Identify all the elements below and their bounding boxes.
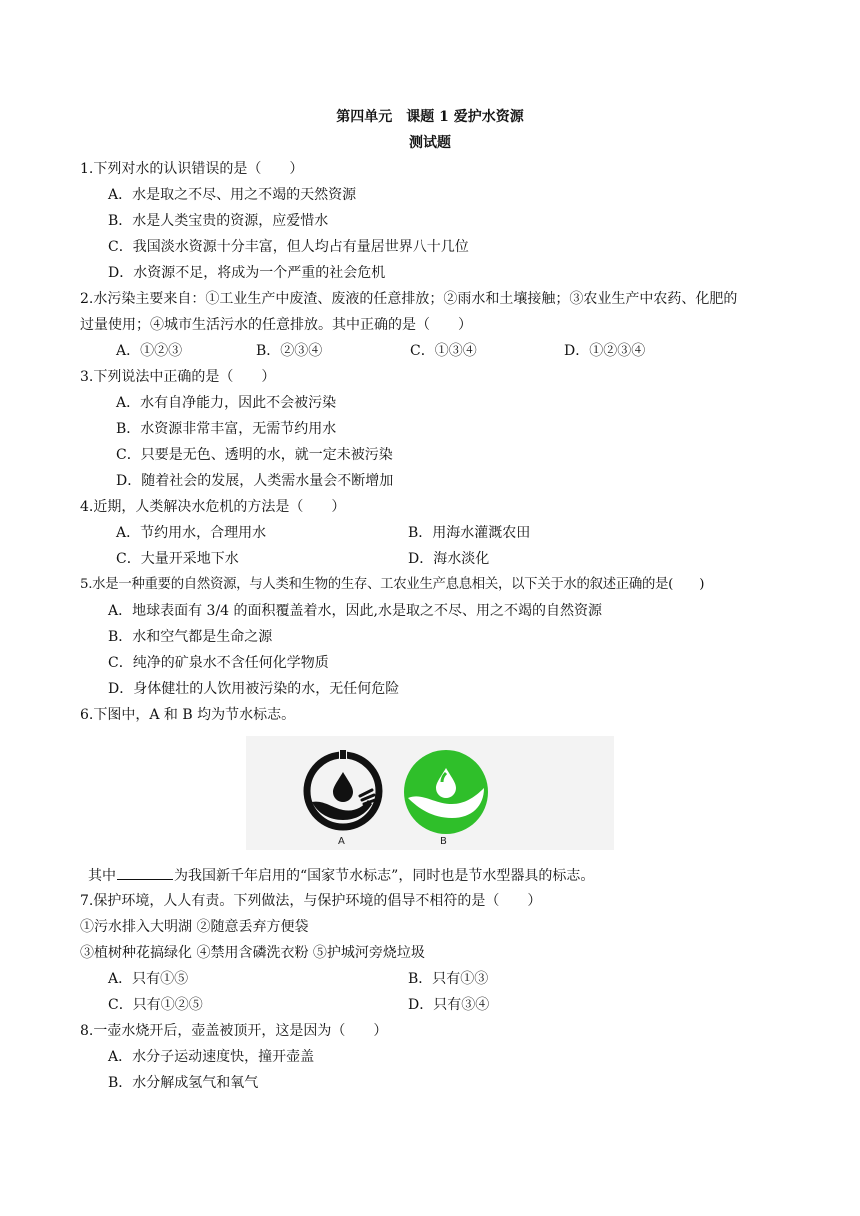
question-8-option-a: A．水分子运动速度快，撞开壶盖 [108,1049,315,1065]
question-2-option-b: B．②③④ [256,343,323,359]
question-2-stem-line-2: 过量使用；④城市生活污水的任意排放。其中正确的是（ ） [80,317,472,333]
page-subtitle: 测试题 [409,135,451,151]
question-7-option-d: D．只有③④ [408,997,490,1013]
water-saving-logo-a-icon [302,750,384,832]
question-7-option-c: C．只有①②⑤ [108,997,203,1013]
question-5-stem: 5.水是一种重要的自然资源，与人类和生物的生存、工农业生产息息相关，以下关于水的叙述正确的是( ) [80,577,705,592]
question-7-items-line-2: ③植树种花搞绿化 ④禁用含磷洗衣粉 ⑤护城河旁烧垃圾 [80,945,425,961]
question-5-option-d: D．身体健壮的人饮用被污染的水，无任何危险 [108,681,400,697]
question-2-option-d: D．①②③④ [564,343,646,359]
question-3-option-d: D．随着社会的发展，人类需水量会不断增加 [116,473,394,489]
question-3-option-a: A．水有自净能力，因此不会被污染 [116,395,337,411]
question-3-stem: 3.下列说法中正确的是（ ） [80,369,276,385]
question-7-stem: 7.保护环境，人人有责。下列做法，与保护环境的倡导不相符的是（ ） [80,893,542,909]
question-8-stem: 8.一壶水烧开后，壶盖被顶开，这是因为（ ） [80,1023,388,1039]
question-4-stem: 4.近期，人类解决水危机的方法是（ ） [80,499,346,515]
water-saving-logos-figure [246,736,614,850]
question-4-option-b: B．用海水灌溉农田 [408,525,531,541]
question-3-option-c: C．只要是无色、透明的水，就一定未被污染 [116,447,393,463]
question-6-fill-prefix: 其中 [88,868,116,884]
question-5-option-a: A．地球表面有 3/4 的面积覆盖着水，因此,水是取之不尽、用之不竭的自然资源 [108,603,602,619]
question-2-option-c: C．①③④ [410,343,477,359]
question-1-option-c: C．我国淡水资源十分丰富，但人均占有量居世界八十几位 [108,239,469,255]
answer-blank[interactable] [117,866,173,880]
question-1-option-a: A．水是取之不尽、用之不竭的天然资源 [108,187,357,203]
question-2-option-a: A．①②③ [116,343,183,359]
question-7-option-a: A．只有①⑤ [108,971,189,987]
question-8-option-b: B．水分解成氢气和氧气 [108,1075,259,1091]
question-2-stem-line-1: 2.水污染主要来自：①工业生产中废渣、废液的任意排放；②雨水和土壤接触；③农业生产中农药、化肥的 [80,291,738,307]
question-7-option-b: B．只有①③ [408,971,489,987]
question-6-stem: 6.下图中，A 和 B 均为节水标志。 [80,707,296,723]
question-5-option-c: C．纯净的矿泉水不含任何化学物质 [108,655,329,671]
question-1-option-b: B．水是人类宝贵的资源，应爱惜水 [108,213,329,229]
question-5-option-b: B．水和空气都是生命之源 [108,629,273,645]
question-1-stem: 1.下列对水的认识错误的是（ ） [80,161,304,177]
page-title: 第四单元 课题 1 爱护水资源 [336,109,524,125]
question-7-items-line-1: ①污水排入大明湖 ②随意丢弃方便袋 [80,919,309,935]
question-4-option-c: C．大量开采地下水 [116,551,239,567]
figure-label-a: A [338,836,345,847]
question-6-fill-suffix: 为我国新千年启用的“国家节水标志”，同时也是节水型器具的标志。 [174,868,595,884]
figure-label-b: B [440,836,447,847]
water-saving-logo-b-icon [402,748,490,836]
question-6-fill-line [88,866,594,885]
question-3-option-b: B．水资源非常丰富，无需节约用水 [116,421,337,437]
question-4-option-d: D．海水淡化 [408,551,490,567]
question-4-option-a: A．节约用水，合理用水 [116,525,267,541]
question-1-option-d: D．水资源不足，将成为一个严重的社会危机 [108,265,386,281]
